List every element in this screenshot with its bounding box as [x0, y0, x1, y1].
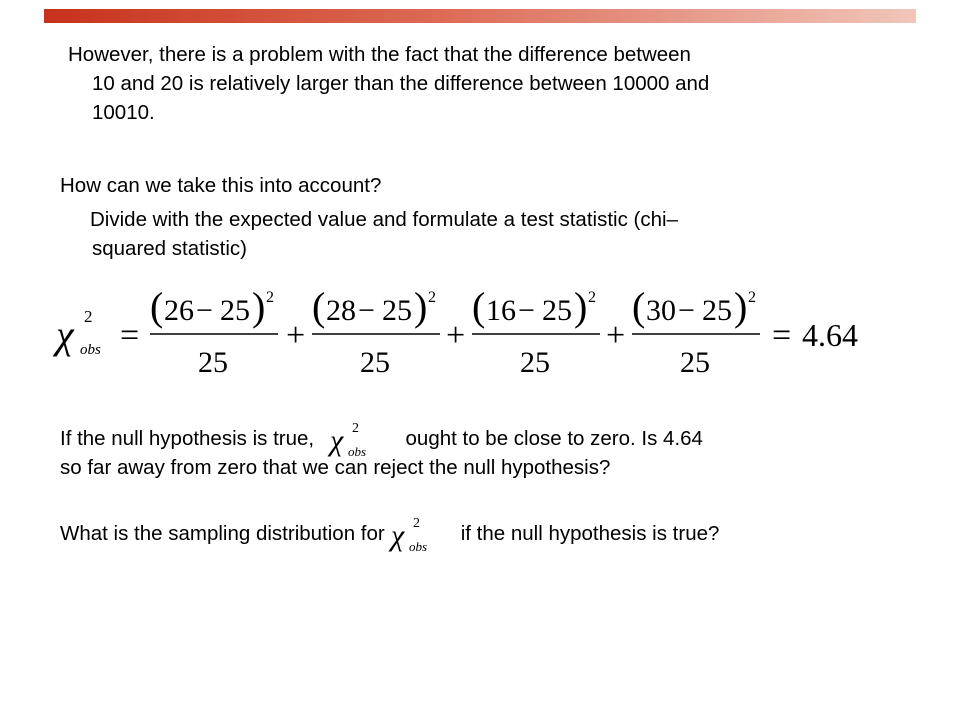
- svg-text:χ: χ: [390, 519, 404, 552]
- para3-line2: squared statistic): [92, 237, 247, 260]
- svg-text:): ): [734, 284, 748, 329]
- formula-equals: =: [120, 317, 140, 354]
- formula-chi-sub: obs: [80, 342, 101, 358]
- term-2-sup: 2: [428, 289, 436, 306]
- para4-line2: so far away from zero that we can reject the null hypothesis?: [60, 456, 611, 479]
- term-4-expected-top: 25: [702, 294, 732, 327]
- formula-plus-3: +: [606, 317, 626, 354]
- para2-text: How can we take this into account?: [60, 174, 382, 197]
- formula-equals-2: =: [772, 317, 792, 354]
- formula-term-1: [150, 284, 278, 379]
- inline-chi-squared-1: [320, 421, 400, 459]
- svg-text:2: 2: [412, 516, 420, 531]
- svg-text:): ): [574, 284, 588, 329]
- svg-text:obs: obs: [408, 539, 427, 554]
- formula-chi: χ: [56, 312, 74, 357]
- formula-term-3: [472, 284, 600, 379]
- svg-text:−: −: [678, 294, 695, 327]
- formula-term-4: [632, 284, 760, 379]
- para4-after: ought to be close to zero. Is 4.64: [405, 427, 703, 450]
- term-3-expected: 25: [520, 346, 550, 379]
- accent-bar: [44, 9, 916, 23]
- para3-line1: Divide with the expected value and formulate a test statistic (chi–: [90, 208, 678, 231]
- svg-text:−: −: [196, 294, 213, 327]
- inline-chi-squared-2: [385, 516, 461, 554]
- formula-result: 4.64: [802, 317, 858, 353]
- paragraph-problem: [66, 40, 906, 127]
- svg-text:obs: obs: [347, 444, 366, 459]
- term-3-sup: 2: [588, 289, 596, 306]
- term-2-expected-top: 25: [382, 294, 412, 327]
- para1-line1: However, there is a problem with the fact that the difference between: [68, 43, 691, 66]
- paragraph-question: [60, 171, 920, 200]
- svg-text:(: (: [150, 284, 164, 329]
- paragraph-null-hypothesis: [60, 421, 920, 482]
- term-3-expected-top: 25: [542, 294, 572, 327]
- term-1-observed: 26: [164, 294, 194, 327]
- term-1-expected-top: 25: [220, 294, 250, 327]
- term-3-observed: 16: [486, 294, 516, 327]
- chi-squared-formula: [50, 280, 880, 380]
- svg-text:): ): [414, 284, 428, 329]
- para1-line3: 10010.: [92, 101, 155, 124]
- para4-before: If the null hypothesis is true,: [60, 427, 315, 450]
- formula-chi-sup: 2: [84, 307, 93, 326]
- formula-term-2: [312, 284, 440, 379]
- formula-plus-1: +: [286, 317, 306, 354]
- paragraph-sampling-distribution: [60, 516, 920, 554]
- para5-after: if the null hypothesis is true?: [460, 522, 720, 545]
- svg-text:): ): [252, 284, 266, 329]
- paragraph-divide: [90, 205, 910, 263]
- svg-text:(: (: [472, 284, 486, 329]
- term-4-expected: 25: [680, 346, 710, 379]
- term-2-observed: 28: [326, 294, 356, 327]
- svg-text:(: (: [312, 284, 326, 329]
- svg-text:−: −: [518, 294, 535, 327]
- svg-text:χ: χ: [329, 424, 344, 457]
- term-1-expected: 25: [198, 346, 228, 379]
- svg-text:(: (: [632, 284, 646, 329]
- para5-before: What is the sampling distribution for: [60, 522, 385, 545]
- svg-text:−: −: [358, 294, 375, 327]
- term-4-sup: 2: [748, 289, 756, 306]
- term-1-sup: 2: [266, 289, 274, 306]
- term-4-observed: 30: [646, 294, 676, 327]
- svg-text:2: 2: [351, 421, 359, 436]
- formula-plus-2: +: [446, 317, 466, 354]
- para1-line2: 10 and 20 is relatively larger than the difference between 10000 and: [92, 72, 710, 95]
- term-2-expected: 25: [360, 346, 390, 379]
